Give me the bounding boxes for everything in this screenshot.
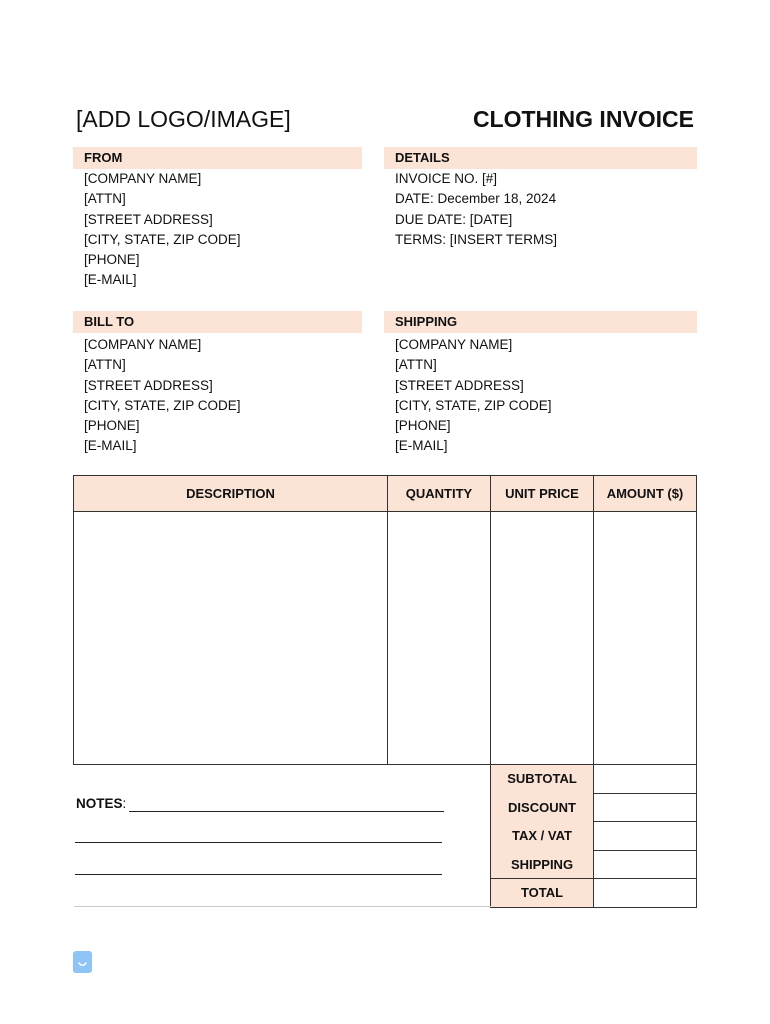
notes-label-text: NOTES: [76, 796, 123, 811]
bill-to-address: [84, 335, 241, 457]
from-email: [E-MAIL]: [84, 272, 137, 288]
details-block: [395, 169, 557, 250]
shipping-city: [CITY, STATE, ZIP CODE]: [395, 397, 552, 413]
from-street: [STREET ADDRESS]: [84, 211, 213, 227]
description-cell[interactable]: [74, 512, 388, 765]
from-phone: [PHONE]: [84, 252, 140, 268]
invoice-date: DATE: December 18, 2024: [395, 191, 557, 207]
unit-price-cell[interactable]: [491, 512, 594, 765]
discount-value[interactable]: [594, 793, 697, 822]
bill-to-heading: BILL TO: [73, 311, 362, 333]
notes-line-3[interactable]: [75, 874, 442, 875]
from-attn: [ATTN]: [84, 191, 126, 207]
total-value[interactable]: [594, 879, 697, 908]
quantity-cell[interactable]: [388, 512, 491, 765]
shipping-address: [395, 335, 552, 457]
notes-label: [76, 796, 126, 811]
shipping-label: SHIPPING: [491, 850, 594, 879]
shipping-phone: [PHONE]: [395, 418, 451, 434]
from-company: [COMPANY NAME]: [84, 171, 202, 186]
items-table: [73, 475, 697, 765]
bill-to-city: [CITY, STATE, ZIP CODE]: [84, 397, 241, 413]
invoice-number: INVOICE NO. [#]: [395, 171, 498, 186]
bill-to-street: [STREET ADDRESS]: [84, 377, 213, 393]
total-label: TOTAL: [491, 879, 594, 908]
notes-separator: :: [122, 796, 127, 811]
subtotal-label: SUBTOTAL: [491, 765, 594, 794]
logo-placeholder: [ADD LOGO/IMAGE]: [76, 106, 291, 132]
shipping-company: [COMPANY NAME]: [395, 337, 513, 352]
due-date: DUE DATE: [DATE]: [395, 211, 513, 227]
shipping-heading: SHIPPING: [384, 311, 697, 333]
col-quantity: QUANTITY: [388, 476, 491, 512]
tax-label: TAX / VAT: [491, 822, 594, 851]
footer-rule: [74, 906, 491, 907]
details-heading: DETAILS: [384, 147, 697, 169]
bill-to-email: [E-MAIL]: [84, 438, 137, 454]
col-description: DESCRIPTION: [74, 476, 388, 512]
shipping-street: [STREET ADDRESS]: [395, 377, 524, 393]
shipping-email: [E-MAIL]: [395, 438, 448, 454]
bill-to-phone: [PHONE]: [84, 418, 140, 434]
invoice-title: CLOTHING INVOICE: [472, 106, 694, 132]
payment-terms: TERMS: [INSERT TERMS]: [395, 231, 558, 247]
bill-to-company: [COMPANY NAME]: [84, 337, 202, 352]
table-row: [74, 512, 697, 765]
shipping-attn: [ATTN]: [395, 357, 437, 373]
tax-value[interactable]: [594, 822, 697, 851]
totals-table: [490, 764, 697, 908]
from-address: [84, 169, 241, 291]
discount-label: DISCOUNT: [491, 793, 594, 822]
shipping-value[interactable]: [594, 850, 697, 879]
bill-to-attn: [ATTN]: [84, 357, 126, 373]
from-city: [CITY, STATE, ZIP CODE]: [84, 231, 241, 247]
smile-badge-icon: [73, 951, 92, 973]
notes-line-1[interactable]: [129, 811, 444, 812]
subtotal-value[interactable]: [594, 765, 697, 794]
notes-line-2[interactable]: [75, 842, 442, 843]
col-amount: AMOUNT ($): [594, 476, 697, 512]
col-unit-price: UNIT PRICE: [491, 476, 594, 512]
amount-cell[interactable]: [594, 512, 697, 765]
from-heading: FROM: [73, 147, 362, 169]
